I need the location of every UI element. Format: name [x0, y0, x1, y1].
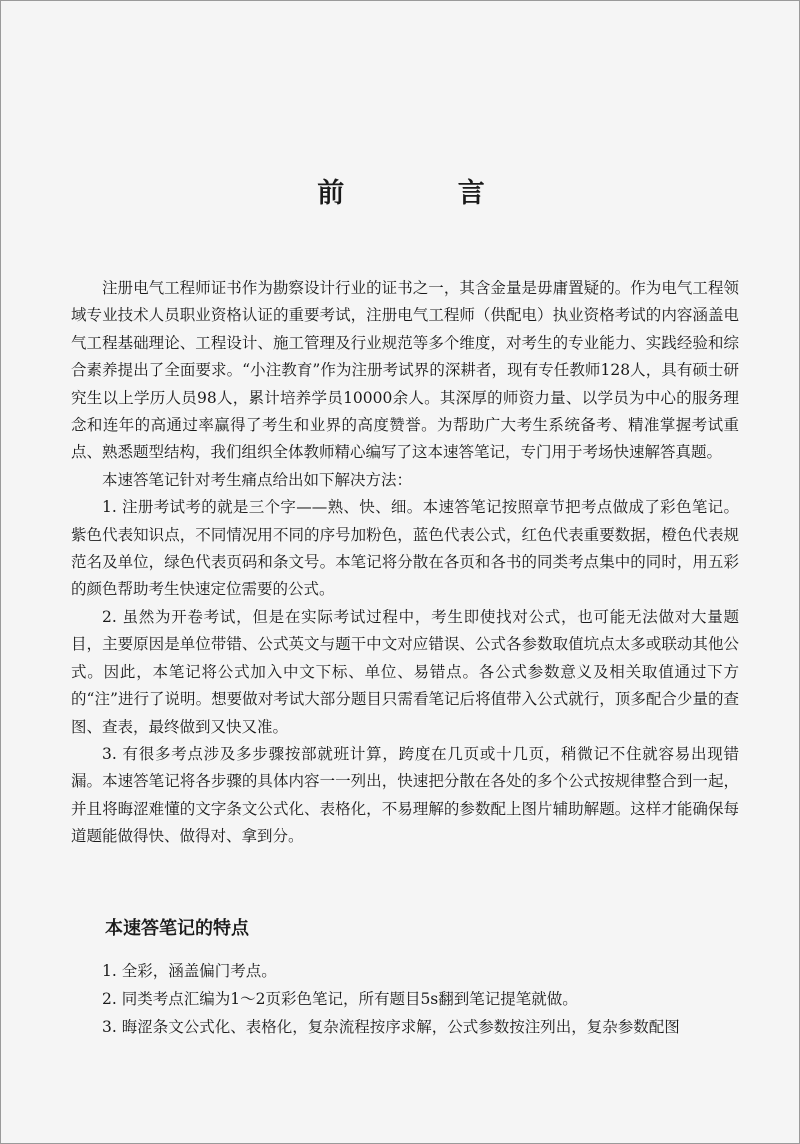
- preface-body: [71, 275, 739, 851]
- paragraph-intro: 注册电气工程师证书作为勘察设计行业的证书之一，其含金量是毋庸置疑的。作为电气工程领域专业技术人员职业资格认证的重要考试，注册电气工程师（供配电）执业资格考试的内容涵盖电气工程基础理论、工程设计、施工管理及行业规范等多个维度，对考生的专业能力、实践经验和综合素养提出了全面要求。“小注教育”作为注册考试界的深耕者，现有专任教师128人，具有硕士研究生以上学历人员98人，累计培养学员10000余人。其深厚的师资力量、以学员为中心的服务理念和连年的高通过率赢得了考生和业界的高度赞誉。为帮助广大考生系统备考、精准掌握考试重点、熟悉题型结构，我们组织全体教师精心编写了这本速答笔记，专门用于考场快速解答真题。: [71, 279, 739, 462]
- paragraph-solution-3: 3. 有很多考点涉及多步骤按部就班计算，跨度在几页或十几页，稍微记不住就容易出现错漏。本速答笔记将各步骤的具体内容一一列出，快速把分散在各处的多个公式按规律整合到一起，并且将晦涩难懂的文字条文公式化、表格化，不易理解的参数配上图片辅助解题。这样才能确保每道题能做得快、做得对、拿到分。: [71, 744, 739, 846]
- paragraph-solution-2: 2. 虽然为开卷考试，但是在实际考试过程中，考生即使找对公式，也可能无法做对大量题目，主要原因是单位带错、公式英文与题干中文对应错误、公式各参数取值坑点太多或联动其他公式。因此，本笔记将公式加入中文下标、单位、易错点。各公式参数意义及相关取值通过下方的“注”进行了说明。想要做对考试大部分题目只需看笔记后将值带入公式就行，顶多配合少量的查图、查表，最终做到又快又准。: [71, 607, 739, 736]
- section-heading-features: 本速答笔记的特点: [105, 918, 249, 939]
- paragraph-solutions-lead: 本速答笔记针对考生痛点给出如下解决方法：: [102, 470, 413, 489]
- page-title: 前 言: [317, 178, 537, 209]
- paragraph-solution-1: 1. 注册考试考的就是三个字——熟、快、细。本速答笔记按照章节把考点做成了彩色笔记。紫色代表知识点，不同情况用不同的序号加粉色，蓝色代表公式，红色代表重要数据，橙色代表规范名及单位，绿色代表页码和条文号。本笔记将分散在各页和各书的同类考点集中的同时，用五彩的颜色帮助考生快速定位需要的公式。: [71, 498, 739, 599]
- feature-item-1: 1. 全彩，涵盖偏门考点。: [102, 962, 277, 980]
- feature-item-2: 2. 同类考点汇编为1～2页彩色笔记，所有题目5s翻到笔记提笔就做。: [102, 990, 578, 1008]
- feature-item-3: 3. 晦涩条文公式化、表格化，复杂流程按序求解，公式参数按注列出，复杂参数配图: [102, 1018, 680, 1036]
- feature-list: [71, 957, 739, 1041]
